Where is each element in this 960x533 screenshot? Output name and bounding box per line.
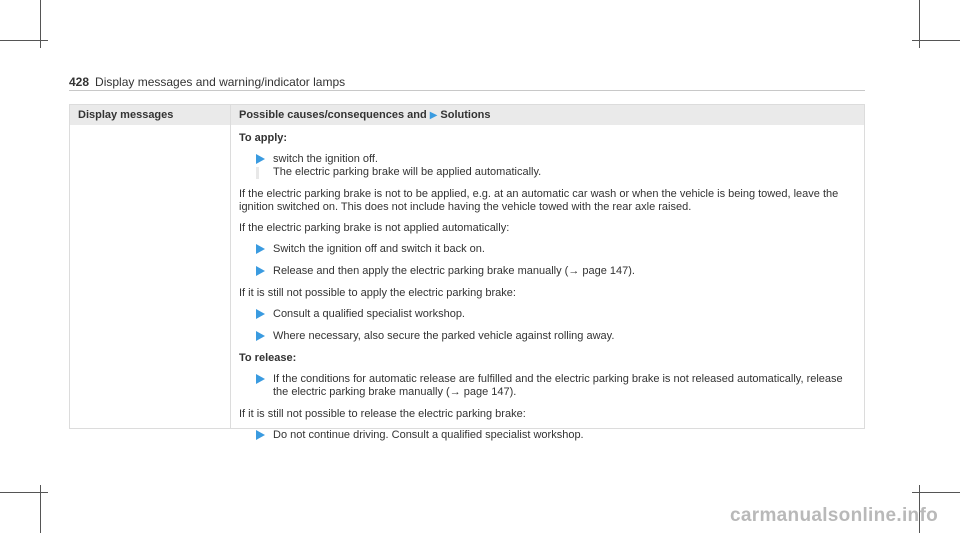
col-header-causes-solutions	[239, 109, 491, 121]
paragraph: If it is still not possible to release the electric parking brake:	[239, 408, 526, 420]
release-heading: To release:	[239, 352, 297, 364]
step-arrow-icon	[256, 154, 265, 164]
col-header-display-messages: Display messages	[78, 109, 174, 121]
step-arrow-icon	[256, 374, 265, 384]
step-text: Do not continue driving. Consult a qualified specialist workshop.	[273, 429, 584, 441]
step-text: Where necessary, also secure the parked vehicle against rolling away.	[273, 330, 615, 342]
step-arrow-icon	[256, 266, 265, 276]
crop-mark	[912, 492, 960, 493]
step-text: switch the ignition off.	[273, 153, 378, 165]
step-text: Release and then apply the electric parking brake manually (→ page 147).	[273, 265, 635, 277]
col-header-causes-text: Possible causes/consequences and	[239, 109, 427, 121]
page-number: 428	[69, 75, 90, 89]
list-item	[256, 308, 859, 321]
step-text: Consult a qualified specialist workshop.	[273, 308, 465, 320]
col-header-solutions-text: Solutions	[440, 109, 491, 121]
step-arrow-icon	[256, 309, 265, 319]
arrow-right-icon: ▶	[429, 110, 438, 121]
column-divider	[230, 105, 231, 428]
step-arrow-icon	[256, 331, 265, 341]
table-header	[70, 105, 864, 125]
list-item	[256, 265, 859, 278]
step-result-text: The electric parking brake will be applied automatically.	[273, 166, 542, 178]
section-title: Display messages and warning/indicator lamps	[95, 75, 346, 89]
step-text: If the conditions for automatic release are fulfilled and the electric parking brake is not released automatically, release the electric parking brake manually (→ page 147).	[273, 373, 843, 398]
paragraph: If it is still not possible to apply the electric parking brake:	[239, 287, 516, 299]
header-divider	[69, 90, 865, 91]
list-item	[256, 330, 859, 343]
step-arrow-icon	[256, 430, 265, 440]
apply-heading: To apply:	[239, 132, 288, 144]
solutions-cell	[239, 132, 859, 451]
crop-mark	[0, 40, 48, 41]
crop-mark	[0, 492, 48, 493]
watermark: carmanualsonline.info	[730, 505, 938, 526]
paragraph: If the electric parking brake is not to be applied, e.g. at an automatic car wash or when the vehicle is being towed, leave the ignition switched on. This does not include having the vehicle towed with the rear axle raised.	[239, 188, 839, 213]
crop-mark	[912, 40, 960, 41]
messages-table	[69, 104, 865, 441]
list-item	[256, 373, 859, 399]
step-text: Switch the ignition off and switch it back on.	[273, 243, 485, 255]
list-item	[256, 429, 859, 442]
list-item	[256, 153, 859, 179]
step-arrow-icon	[256, 244, 265, 254]
paragraph: If the electric parking brake is not applied automatically:	[239, 222, 510, 234]
list-item	[256, 243, 859, 256]
page-header	[69, 75, 345, 89]
result-bar	[256, 167, 259, 179]
